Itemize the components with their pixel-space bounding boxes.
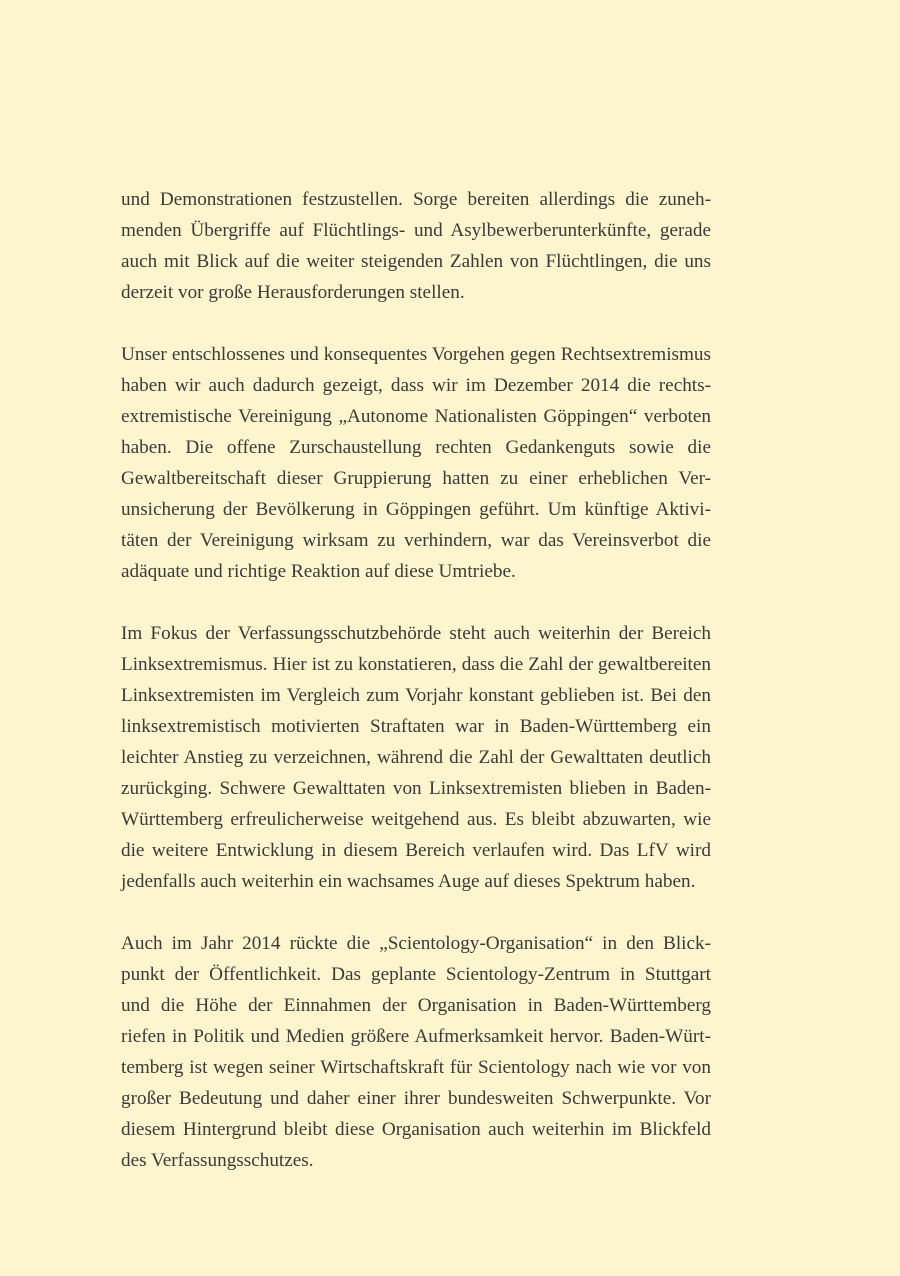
document-page [121,184,711,1207]
text-line: Gewaltbereitschaft dieser Gruppierung hatten zu einer erheblichen Ver- [121,468,711,489]
text-line: haben. Die offene Zurschaustellung rechten Gedankenguts sowie die [121,437,711,458]
text-line: auch mit Blick auf die weiter steigenden Zahlen von Flüchtlingen, die uns [121,251,711,272]
text-line: Linksextremismus. Hier ist zu konstatieren, dass die Zahl der gewaltbereiten [121,654,711,675]
text-line: zurückging. Schwere Gewalttaten von Linksextremisten blieben in Baden- [121,778,711,799]
text-line: diesem Hintergrund bleibt diese Organisation auch weiterhin im Blickfeld [121,1119,711,1140]
text-line: jedenfalls auch weiterhin ein wachsames Auge auf dieses Spektrum haben. [121,871,696,892]
text-line: täten der Vereinigung wirksam zu verhindern, war das Vereinsverbot die [121,530,711,551]
paragraph-scientology [121,928,711,1176]
text-line: Im Fokus der Verfassungsschutzbehörde steht auch weiterhin der Bereich [121,623,711,644]
paragraph-rechtsextremismus [121,339,711,587]
text-line: großer Bedeutung und daher einer ihrer bundesweiten Schwerpunkte. Vor [121,1088,711,1109]
text-line: Linksextremisten im Vergleich zum Vorjahr konstant geblieben ist. Bei den [121,685,711,706]
text-line: linksextremistisch motivierten Straftaten war in Baden-Württemberg ein [121,716,711,737]
text-line: menden Übergriffe auf Flüchtlings- und Asylbewerberunterkünfte, gerade [121,220,711,241]
text-line: temberg ist wegen seiner Wirtschaftskraft für Scientology nach wie vor von [121,1057,711,1078]
text-line: adäquate und richtige Reaktion auf diese Umtriebe. [121,561,516,582]
text-line: derzeit vor große Herausforderungen stellen. [121,282,465,303]
text-line: Württemberg erfreulicherweise weitgehend aus. Es bleibt abzuwarten, wie [121,809,711,830]
text-line: punkt der Öffentlichkeit. Das geplante Scientology-Zentrum in Stuttgart [121,964,711,985]
paragraph-demonstrations [121,184,711,308]
text-line: unsicherung der Bevölkerung in Göppingen geführt. Um künftige Aktivi- [121,499,711,520]
text-line: Auch im Jahr 2014 rückte die „Scientology-Organisation“ in den Blick- [121,933,711,954]
text-line: Unser entschlossenes und konsequentes Vorgehen gegen Rechtsextremismus [121,344,711,365]
text-line: und Demonstrationen festzustellen. Sorge bereiten allerdings die zuneh- [121,189,711,210]
text-line: extremistische Vereinigung „Autonome Nationalisten Göppingen“ verboten [121,406,711,427]
paragraph-linksextremismus [121,618,711,897]
text-line: riefen in Politik und Medien größere Aufmerksamkeit hervor. Baden-Würt- [121,1026,711,1047]
text-line: die weitere Entwicklung in diesem Bereich verlaufen wird. Das LfV wird [121,840,711,861]
text-line: haben wir auch dadurch gezeigt, dass wir im Dezember 2014 die rechts- [121,375,711,396]
text-line: des Verfassungsschutzes. [121,1150,314,1171]
text-line: leichter Anstieg zu verzeichnen, während die Zahl der Gewalttaten deutlich [121,747,711,768]
text-line: und die Höhe der Einnahmen der Organisation in Baden-Württemberg [121,995,711,1016]
